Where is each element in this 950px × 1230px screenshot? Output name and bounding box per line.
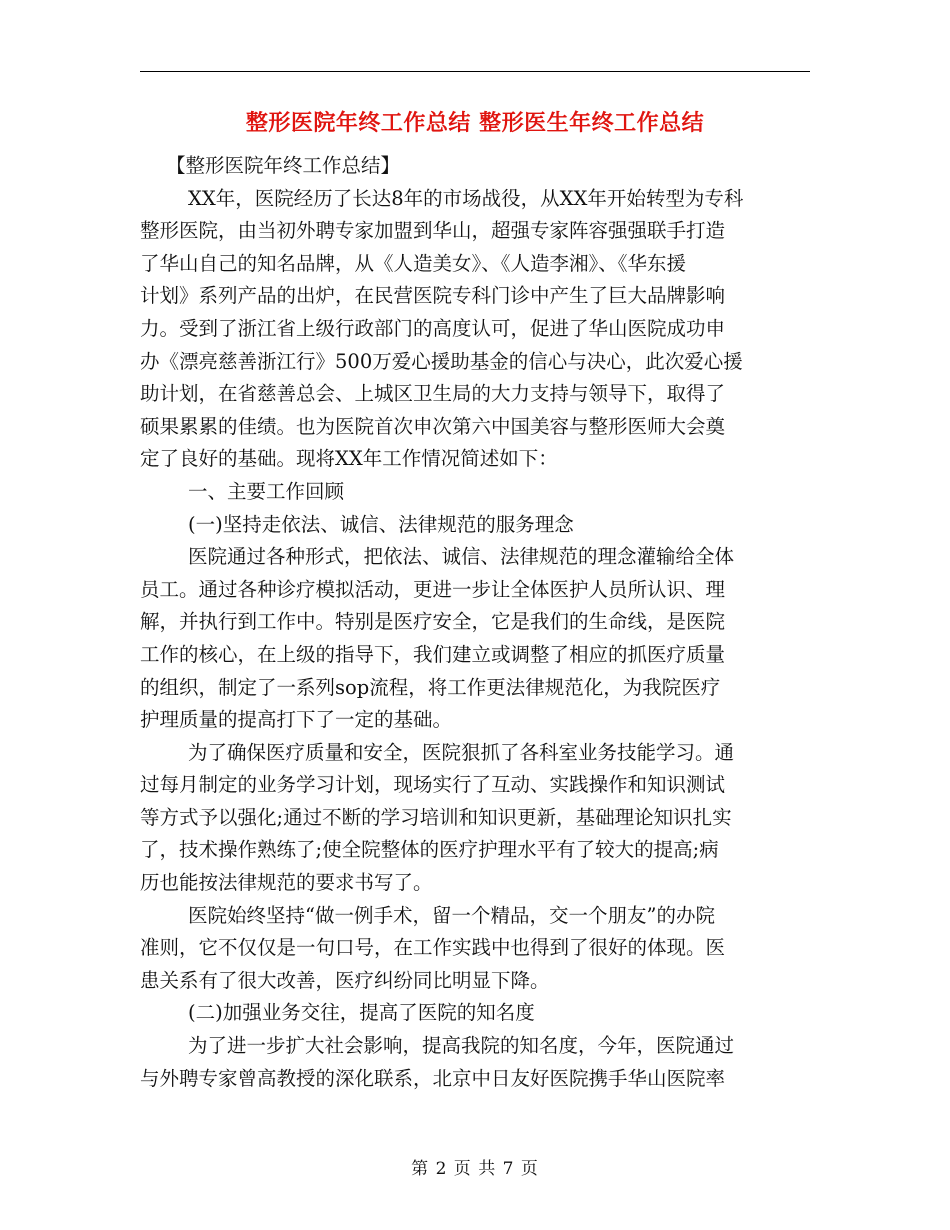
paragraph-line: 整形医院，由当初外聘专家加盟到华山，超强专家阵容强强联手打造	[140, 219, 726, 243]
document-title: 整形医院年终工作总结 整形医生年终工作总结	[245, 110, 705, 136]
paragraph-line: 了，技术操作熟练了;使全院整体的医疗护理水平有了较大的提高;病	[140, 838, 719, 862]
subsection-heading: (一)坚持走依法、诚信、法律规范的服务理念	[188, 512, 574, 536]
document-body	[140, 150, 808, 1095]
paragraph-line: 历也能按法律规范的要求书写了。	[140, 871, 433, 895]
paragraph-line: 准则，它不仅仅是一句口号，在工作实践中也得到了很好的体现。医	[140, 936, 726, 960]
header-rule	[140, 71, 810, 72]
paragraph-line: 为了进一步扩大社会影响，提高我院的知名度，今年，医院通过	[188, 1034, 735, 1058]
subsection-heading: (二)加强业务交往，提高了医院的知名度	[188, 1001, 535, 1025]
paragraph-line: 硕果累累的佳绩。也为医院首次申次第六中国美容与整形医师大会奠	[140, 414, 726, 438]
paragraph-line: 定了良好的基础。现将XX年工作情况简述如下：	[140, 447, 558, 471]
paragraph-line: 了华山自己的知名品牌，从《人造美女》、《人造李湘》、《华东援	[140, 251, 687, 275]
paragraph-line: 护理质量的提高打下了一定的基础。	[140, 708, 453, 732]
paragraph-line: 助计划，在省慈善总会、上城区卫生局的大力支持与领导下，取得了	[140, 382, 726, 406]
section-heading: 【整形医院年终工作总结】	[166, 154, 401, 177]
paragraph-line: 解，并执行到工作中。特别是医疗安全，它是我们的生命线，是医院	[140, 610, 726, 634]
paragraph-line: 过每月制定的业务学习计划，现场实行了互动、实践操作和知识测试	[140, 773, 726, 797]
paragraph-line: 的组织，制定了一系列sop流程，将工作更法律规范化，为我院医疗	[140, 675, 721, 699]
paragraph-line: 计划》系列产品的出炉，在民营医院专科门诊中产生了巨大品牌影响	[140, 284, 726, 308]
paragraph-line: XX年，医院经历了长达8年的市场战役，从XX年开始转型为专科	[188, 186, 744, 210]
paragraph-line: 等方式予以强化;通过不断的学习培训和知识更新，基础理论知识扎实	[140, 805, 732, 829]
section-heading: 一、主要工作回顾	[188, 479, 345, 503]
paragraph-line: 与外聘专家曾高教授的深化联系，北京中日友好医院携手华山医院率	[140, 1066, 726, 1090]
paragraph-line: 力。受到了浙江省上级行政部门的高度认可，促进了华山医院成功申	[140, 316, 726, 340]
paragraph-line: 工作的核心，在上级的指导下，我们建立或调整了相应的抓医疗质量	[140, 642, 726, 666]
paragraph-line: 患关系有了很大改善，医疗纠纷同比明显下降。	[140, 968, 550, 992]
paragraph-line: 医院通过各种形式，把依法、诚信、法律规范的理念灌输给全体	[188, 545, 735, 569]
paragraph-line: 医院始终坚持“做一例手术，留一个精品，交一个朋友”的办院	[188, 903, 715, 927]
paragraph-line: 办《漂亮慈善浙江行》500万爱心援助基金的信心与决心，此次爱心援	[140, 349, 743, 373]
paragraph-line: 为了确保医疗质量和安全，医院狠抓了各科室业务技能学习。通	[188, 740, 735, 764]
page-number-footer: 第 2 页 共 7 页	[411, 1159, 539, 1179]
paragraph-line: 员工。通过各种诊疗模拟活动，更进一步让全体医护人员所认识、理	[140, 577, 726, 601]
